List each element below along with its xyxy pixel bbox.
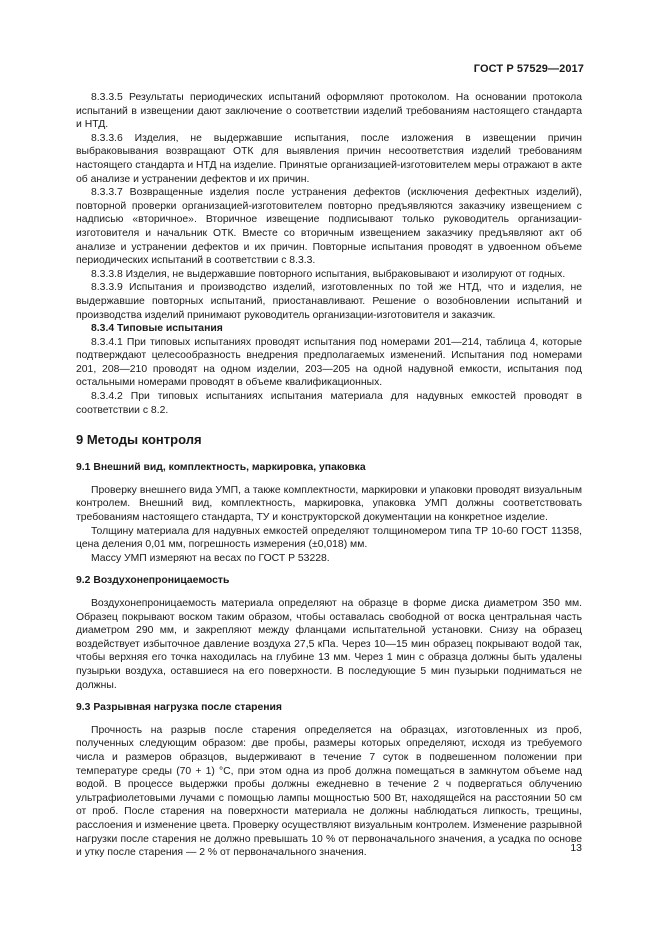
paragraph-8-3-3-8: 8.3.3.8 Изделия, не выдержавшие повторного испытания, выбраковывают и изолируют от годных. (91, 268, 566, 280)
subsection-heading-9-1: 9.1 Внешний вид, комплектность, маркировка, упаковка (76, 462, 366, 474)
paragraph-8-3-3-9: 8.3.3.9 Испытания и производство изделий, изготовленных по той же НТД, что и изделия, не выдержавшие повторных испытаний, приостанавливают. Решение о возобновлении испытаний и производства изделий принимают руководитель организации-изготовителя и заказчик. (76, 282, 582, 321)
paragraph-8-3-3-6: 8.3.3.6 Изделия, не выдержавшие испытания, после изложения в извещении причин выбраковывания возвращают ОТК для выявления причин несоответствия изделий требованиям настоящего стандарта и НТД на изделие. Принятые организацией-изготовителем меры отражают в акте об анализе и устранении дефектов и их причин. (76, 132, 582, 185)
subsection-heading-9-3: 9.3 Разрывная нагрузка после старения (76, 702, 282, 714)
document-code-header: ГОСТ Р 57529—2017 (473, 63, 584, 75)
page-number: 13 (570, 842, 582, 854)
paragraph-9-3-aging: Прочность на разрыв после старения определяется на образцах, изготовленных из проб, полученных следующим образом: две пробы, размеры которых определяют, исходя из требуемого числа и размеров образцов, выдерживают в течение 7 суток в подвешенном положении при температуре среды (70 + 1) °С, при этом одна из проб должна помещаться в замкнутом объеме над водой. В процессе выдержки пробы должны ежедневно в течение 2 ч подвергаться облучению ультрафиолетовыми лучами с помощью лампы мощностью 500 Вт, находящейся на расстоянии 50 см от проб. После старения на поверхности материала не должны наблюдаться липкость, трещины, расслоения и изменение цвета. Проверку осуществляют визуальным контролем. Изменение разрывной нагрузки после старения не должно превышать 10 % от первоначального значения, а усадка по основе и утку после старения — 2 % от первоначального значения. (76, 724, 582, 859)
paragraph-9-1-visual: Проверку внешнего вида УМП, а также комплектности, маркировки и упаковки проводят визуальным контролем. Внешний вид, комплектность, маркировка, упаковка УМП должны соответствовать требованиям настоящего стандарта, ТУ и конструкторской документации на конкретное изделие. (76, 484, 582, 524)
paragraph-9-1-thickness: Толщину материала для надувных емкостей определяют толщиномером типа ТР 10-60 ГОСТ 11358, цена деления 0,01 мм, погрешность измерения (±0,018) мм. (76, 525, 582, 551)
page-body (76, 91, 582, 860)
paragraph-9-2-airtightness: Воздухонепроницаемость материала определяют на образце в форме диска диаметром 350 мм. Образец покрывают воском таким образом, чтобы оставалась свободной от воска центральная часть диаметром 290 мм, и закрепляют между фланцами испытательной установки. Снизу на образец воздействует избыточное давление воздуха 27,5 кПа. Через 10—15 мин образец покрывают водой так, чтобы верхняя его точка находилась на глубине 13 мм. Через 1 мин с образца должны быть удалены пузырьки воздуха, оставшиеся на его поверхности. В последующие 5 мин пузырьки подниматься не должны. (76, 598, 582, 691)
section-heading-9: 9 Методы контроля (76, 432, 202, 448)
paragraph-8-3-4-2: 8.3.4.2 При типовых испытаниях испытания материала для надувных емкостей проводят в соответствии с 8.2. (76, 391, 582, 416)
paragraph-8-3-3-7: 8.3.3.7 Возвращенные изделия после устранения дефектов (исключения дефектных изделий), повторной проверки организацией-изготовителем повторно предъявляются заказчику извещением с надписью «вторичное». Вторичное извещение подписывают только руководитель организации-изготовителя и начальник ОТК. Вместе со вторичным извещением заказчику предъявляют акт об анализе и устранении дефектов и их причин. Повторные испытания проводят в удвоенном объеме периодических испытаний в соответствии с 8.3.3. (76, 187, 582, 267)
subsection-heading-8-3-4: 8.3.4 Типовые испытания (91, 323, 223, 335)
paragraph-8-3-4-1: 8.3.4.1 При типовых испытаниях проводят испытания под номерами 201—214, таблица 4, которые подтверждают целесообразность внедрения предполагаемых изменений. Испытания под номерами 201, 208—210 проводят на одном изделии, 203—205 на одной надувной емкости, испытания под остальными номерами проводят в объеме квалификационных. (76, 336, 582, 389)
paragraph-8-3-3-5: 8.3.3.5 Результаты периодических испытаний оформляют протоколом. На основании протокола испытаний в извещении дают заключение о соответствии изделий требованиям настоящего стандарта и НТД. (76, 92, 582, 131)
paragraph-9-1-mass: Массу УМП измеряют на весах по ГОСТ Р 53228. (91, 552, 330, 564)
subsection-heading-9-2: 9.2 Воздухонепроницаемость (76, 575, 230, 587)
